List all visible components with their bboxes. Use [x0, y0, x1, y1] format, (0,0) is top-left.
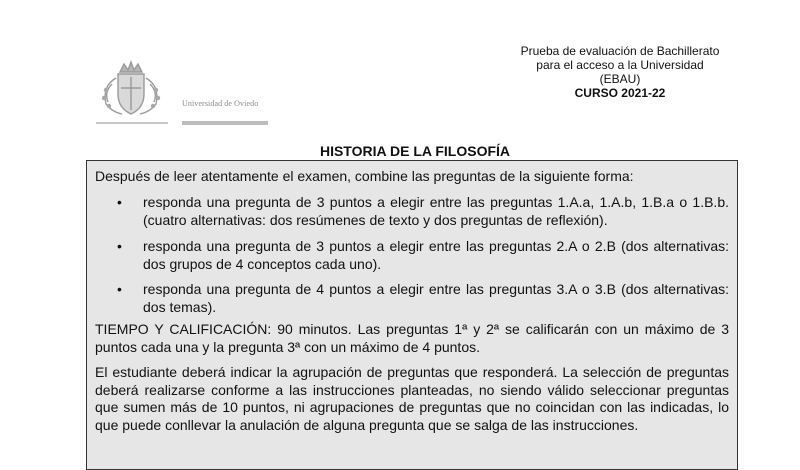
bullet-text: responda una pregunta de 3 puntos a elegir entre las preguntas 1.A.a, 1.A.b, 1.B.a o 1.B.b. (cuatro alternativas: dos resúmenes de texto y dos preguntas de reflexión).	[143, 194, 729, 228]
exam-info	[505, 44, 735, 100]
bullet-icon: •	[117, 238, 122, 254]
logo-divider	[96, 122, 168, 124]
bullet-icon: •	[117, 281, 122, 297]
bullet-text: responda una pregunta de 4 puntos a elegir entre las preguntas 3.A o 3.B (dos alternativas: dos temas).	[143, 281, 729, 315]
exam-line-3: (EBAU)	[599, 72, 641, 86]
selection-paragraph: El estudiante deberá indicar la agrupación de preguntas que responderá. La selección de preguntas deberá realizarse conforme a las instrucciones planteadas, no siendo válido seleccionar preguntas que sumen más de 10 puntos, ni agrupaciones de preguntas que no coincidan con las indicadas, lo que puede conllevar la anulación de alguna pregunta que se salga de las instrucciones.	[95, 364, 729, 433]
university-crest-icon	[92, 58, 170, 120]
course-label: CURSO 2021-22	[574, 86, 666, 100]
university-divider	[182, 121, 268, 125]
instructions-intro: Después de leer atentamente el examen, combine las preguntas de la siguiente forma:	[95, 168, 634, 184]
university-name: Universidad de Oviedo	[182, 99, 259, 108]
timing-paragraph: TIEMPO Y CALIFICACIÓN: 90 minutos. Las preguntas 1ª y 2ª se calificarán con un máximo de 3 puntos cada una y la pregunta 3ª con un máximo de 4 puntos.	[95, 321, 729, 355]
bullet-icon: •	[117, 194, 122, 210]
exam-line-1: Prueba de evaluación de Bachillerato	[520, 44, 720, 58]
exam-line-2: para el acceso a la Universidad	[536, 58, 704, 72]
bullet-text: responda una pregunta de 3 puntos a elegir entre las preguntas 2.A o 2.B (dos alternativas: dos grupos de 4 conceptos cada uno).	[143, 238, 729, 272]
page-title: HISTORIA DE LA FILOSOFÍA	[319, 143, 511, 159]
